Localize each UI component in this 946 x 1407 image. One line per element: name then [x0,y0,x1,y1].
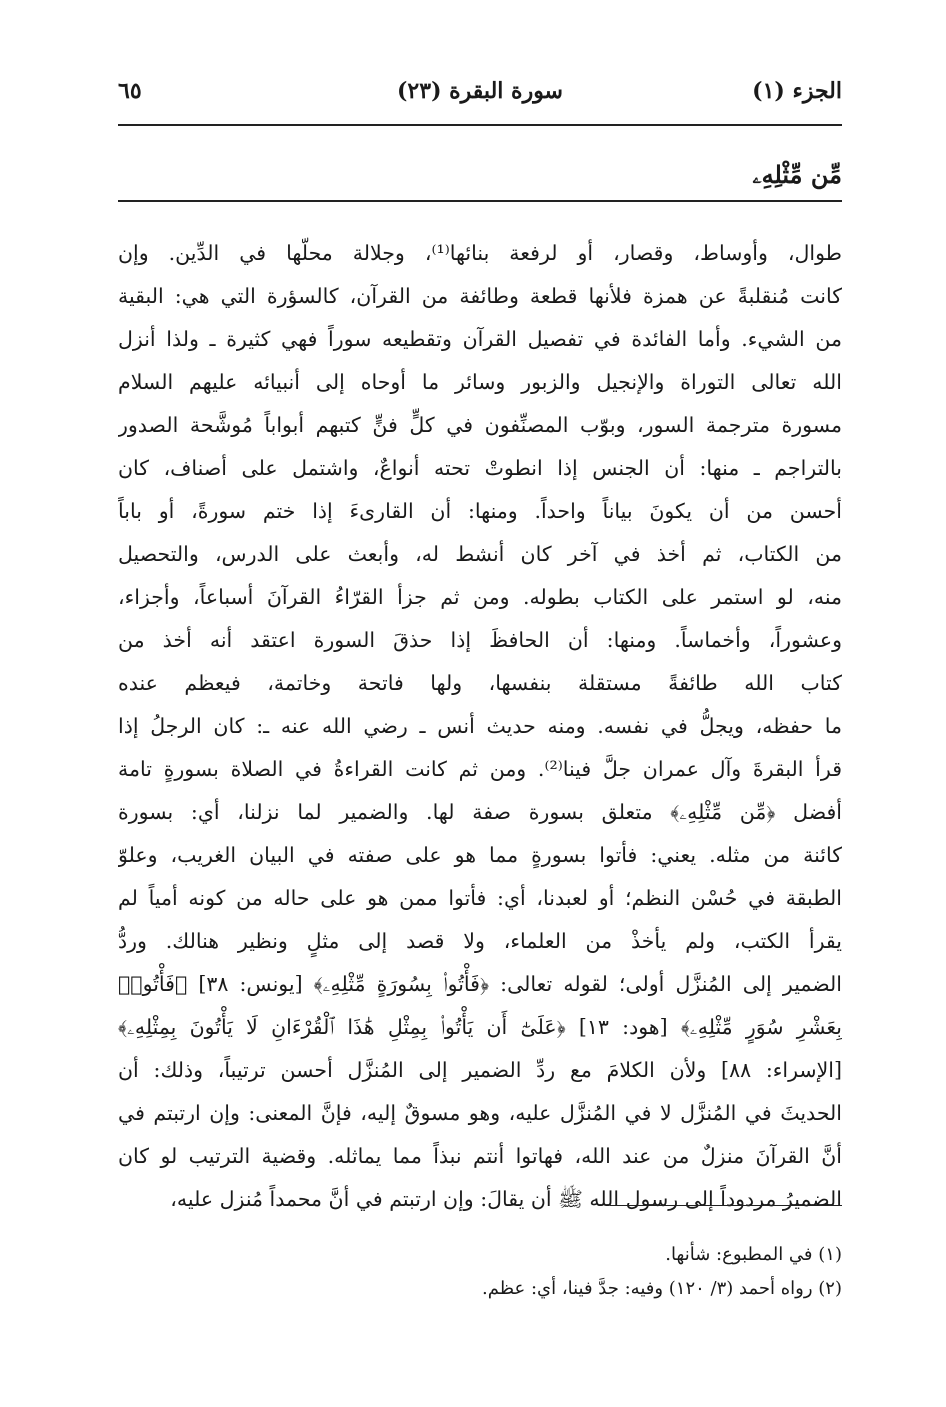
footnotes [118,1238,842,1306]
text-line: كائنة من مثله. يعني: فأتوا بسورةٍ مما هو على صفته في البيان الغريب، وعلوّ [118,843,842,867]
text-line: كتاب الله طائفةً مستقلة بنفسها، ولها فاتحة وخاتمة، فيعظم عنده [118,671,842,695]
running-header [118,78,842,118]
text-line: ما حفظه، ويجلُّ في نفسه. ومنه حديث أنس ـ رضي الله عنه ـ: كان الرجلُ إذا [118,714,842,738]
text-line: الضمير إلى المُنزَّل أولى؛ لقوله تعالى: ﴿فَأْتُوا۟ بِسُورَةٍ مِّثْلِهِۦ﴾ [يونس: ٣٨] ﴿فَأْتُوا۟ [118,972,842,996]
text-line: بالتراجم ـ منها: أن الجنس إذا انطوتْ تحته أنواعٌ، واشتمل على أصناف، كان [118,456,842,480]
text-line: الله تعالى التوراة والإنجيل والزبور وسائر ما أوحاه إلى أنبيائه عليهم السلام [118,370,842,394]
text-line: أنَّ القرآنَ منزلٌ من عند الله، فهاتوا أنتم نبذاً مما يماثله. وقضية الترتيب لو كان [118,1144,842,1168]
text-line: الحديثَ في المُنزَّل لا في المُنزَّل عليه، وهو مسوقٌ إليه، فإنَّ المعنى: وإن ارتبتم في [118,1101,842,1125]
text-line: من الكتاب، ثم أخذ في آخر كان أنشط له، وأبعث على الدرس، والتحصيل [118,542,842,566]
surah-title: سورة البقرة (٢٣) [397,78,563,104]
verse-heading-rule [118,200,842,202]
text-line: يقرأ الكتب، ولم يأخذْ من العلماء، ولا قصد إلى مثلٍ ونظير هنالك. وردُّ [118,929,842,953]
footnote: (١) في المطبوع: شأنها. [665,1244,842,1265]
commentary-text [118,232,842,1221]
part-label: الجزء (١) [752,78,842,104]
text-line: قرأ البقرةَ وآل عمران جلَّ فينا⁽²⁾. ومن ثم كانت القراءةُ في الصلاة بسورةٍ تامة [118,757,842,781]
text-line: [الإسراء: ٨٨] ولأن الكلامَ مع ردِّ الضمير إلى المُنزَّل أحسن ترتيباً، وذلك: أن [118,1058,842,1082]
footnote: (٢) رواه أحمد (٣/ ١٢٠) وفيه: جدَّ فينا، أي: عظم. [482,1278,842,1299]
text-line: أفضل ﴿مِّن مِّثْلِهِۦ﴾ متعلق بسورة صفة لها. والضمير لما نزلنا، أي: بسورة [118,800,842,824]
text-line: منه، لو استمر على الكتاب بطوله. ومن ثم جزأ القرّاءُ القرآنَ أسباعاً، وأجزاء، [118,585,842,609]
page-number: ٦٥ [118,78,142,104]
text-line: الضميرُ مردوداً إلى رسول الله ﷺ أن يقالَ: وإن ارتبتم في أنَّ محمداً مُنزل عليه، [170,1187,842,1211]
text-line: كانت مُنقلبةً عن همزة فلأنها قطعة وطائفة من القرآن، كالسؤرة التي هي: البقية [118,284,842,308]
text-line: بِعَشْرِ سُوَرٍ مِّثْلِهِۦ﴾ [هود: ١٣] ﴿عَلَىٰٓ أَن يَأْتُوا۟ بِمِثْلِ هَٰذَا ٱلْقُرْءَانِ لَا يَأْتُونَ بِمِثْلِهِۦ﴾ [118,1015,842,1039]
text-line: الطبقة في حُسْن النظم؛ أو لعبدنا، أي: فأتوا ممن هو على حاله من كونه أمياً لم [118,886,842,910]
text-line: من الشيء. وأما الفائدة في تفصيل القرآن وتقطيعه سوراً فهي كثيرة ـ ولذا أنزل [118,327,842,351]
text-line: أحسن من أن يكونَ بياناً واحداً. ومنها: أن القارىءَ إذا ختم سورةً، أو باباً [118,499,842,523]
footnote-rule [610,1205,842,1206]
text-line: مسورة مترجمة السور، وبوّب المصنِّفون في كلٍّ فنٍّ كتبهم أبواباً مُوشَّحة الصدور [118,413,842,437]
verse-heading: مِّن مِّثْلِهِۦ [752,160,842,189]
header-rule [118,124,842,126]
text-line: طوال، وأوساط، وقصار، أو لرفعة بنائها⁽¹⁾، وجلالة محلّها في الدِّين. وإن [118,241,842,265]
text-line: وعشوراً، وأخماساً. ومنها: أن الحافظَ إذا حذقَ السورة اعتقد أنه أخذ من [118,628,842,652]
